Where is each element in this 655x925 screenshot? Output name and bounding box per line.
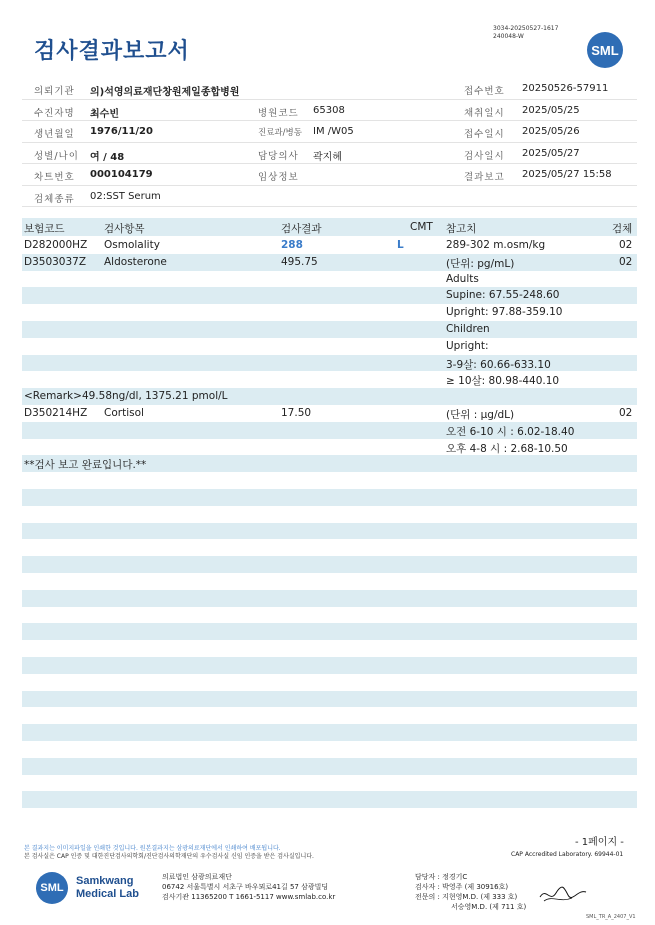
cell-ref: (단위 : μg/dL) xyxy=(446,408,515,421)
table-row xyxy=(22,556,637,573)
cell-ref: Adults xyxy=(446,272,479,285)
table-row xyxy=(22,741,637,758)
cell-item: Osmolality xyxy=(104,239,160,251)
table-row xyxy=(22,371,637,388)
table-row xyxy=(22,640,637,657)
cell-ref: 오전 6-10 시 : 6.02-18.40 xyxy=(446,425,575,438)
cell-item: Aldosterone xyxy=(104,255,167,268)
table-row xyxy=(22,237,637,254)
cell-code: D350214HZ xyxy=(24,406,88,419)
table-row xyxy=(22,707,637,724)
table-row xyxy=(22,573,637,590)
cell-code: D3503037Z xyxy=(24,255,87,268)
cell-item: Cortisol xyxy=(104,406,144,419)
cell-result: 288 xyxy=(281,239,303,251)
table-row xyxy=(22,338,637,355)
sml-logo: SML xyxy=(587,32,623,68)
table-row xyxy=(22,405,637,422)
table-row xyxy=(22,590,637,607)
cell-result: 17.50 xyxy=(281,406,312,419)
cell-ref: ≥ 10살: 80.98-440.10 xyxy=(446,375,560,388)
table-row xyxy=(22,304,637,321)
cell-ref: (단위: pg/mL) xyxy=(446,257,515,270)
table-row xyxy=(22,355,637,372)
staff-list: 담당자 : 정경기C 검사자 : 박영주 (제 30916호) 전문의 : 지현영M.D. (제 333 호) 서승영M.D. (제 711 호) xyxy=(415,873,527,911)
info-row: 의뢰기관 의)석영의료재단창원제일종합병원 접수번호 20250526-57911 xyxy=(22,78,637,100)
table-row xyxy=(22,775,637,792)
table-row xyxy=(22,724,637,741)
cell-ref: Upright: 97.88-359.10 xyxy=(446,306,563,319)
cell-ref: 오후 4-8 시 : 2.68-10.50 xyxy=(446,442,568,455)
table-row xyxy=(22,489,637,506)
table-row xyxy=(22,539,637,556)
page-title: 검사결과보고서 xyxy=(34,39,190,64)
table-row xyxy=(22,657,637,674)
form-code: SML_TR_A_2407_V1 xyxy=(586,914,636,920)
info-row: 생년월일 1976/11/20 진료과/병동 IM /W05 접수일시 2025/05/26 xyxy=(22,121,637,143)
cell-specimen: 02 xyxy=(619,255,633,268)
footer-note: 본 결과지는 이미지파일을 인쇄한 것입니다. 원본결과지는 삼광의료재단에서 인쇄하여 배포됩니다. xyxy=(24,845,281,852)
signature xyxy=(538,883,588,905)
table-row xyxy=(22,758,637,775)
remark-text: <Remark>49.58ng/dl, 1375.21 pmol/L xyxy=(24,390,228,403)
table-row xyxy=(22,623,637,640)
brand-logo xyxy=(36,872,139,904)
table-row xyxy=(22,791,637,808)
table-row xyxy=(22,321,637,338)
table-row xyxy=(22,287,637,304)
table-row xyxy=(22,691,637,708)
cell-ref: Children xyxy=(446,322,490,335)
cell-ref: Supine: 67.55-248.60 xyxy=(446,289,560,302)
cell-code: D282000HZ xyxy=(24,239,88,251)
sml-logo-circle: SML xyxy=(36,872,68,904)
brand-name: Samkwang Medical Lab xyxy=(76,875,139,900)
cell-ref: Upright: xyxy=(446,339,489,352)
info-row: 성별/나이 여 / 48 담당의사 곽지혜 검사일시 2025/05/27 xyxy=(22,143,637,165)
table-row xyxy=(22,607,637,624)
cell-result: 495.75 xyxy=(281,255,318,268)
table-row xyxy=(22,523,637,540)
patient-info-block xyxy=(22,78,637,207)
info-row: 수진자명 최수빈 병원코드 65308 채취일시 2025/05/25 xyxy=(22,100,637,122)
table-row xyxy=(22,674,637,691)
cell-ref: 3-9살: 60.66-633.10 xyxy=(446,358,551,371)
table-row xyxy=(22,455,637,472)
cell-ref: 289-302 m.osm/kg xyxy=(446,239,546,251)
info-row: 검체종류 02:SST Serum xyxy=(22,186,637,208)
table-row xyxy=(22,422,637,439)
results-table-header: 보험코드 검사항목 검사결과 CMT 참고치 검체 xyxy=(22,218,637,236)
remark-text: **검사 보고 완료입니다.** xyxy=(24,459,147,472)
cell-cmt: L xyxy=(397,239,404,251)
cell-specimen: 02 xyxy=(619,406,633,419)
document-id: 3034-20250527-1617 240048-W xyxy=(493,25,559,40)
table-row xyxy=(22,271,637,288)
table-row xyxy=(22,388,637,405)
table-row xyxy=(22,439,637,456)
results-table-body xyxy=(22,237,637,808)
page-number: - 1페이지 - xyxy=(575,837,624,848)
cap-accreditation: CAP Accredited Laboratory. 69944-01 xyxy=(511,851,624,858)
table-row xyxy=(22,254,637,271)
info-row: 차트번호 000104179 임상정보 결과보고 2025/05/27 15:58 xyxy=(22,164,637,186)
table-row xyxy=(22,506,637,523)
footer-note: 본 검사실은 CAP 인증 및 대한진단검사의학회/진단검사의학재단의 우수검사실 신임 인증을 받은 검사실입니다. xyxy=(24,853,314,860)
table-row xyxy=(22,472,637,489)
cell-specimen: 02 xyxy=(619,239,633,251)
lab-address: 의료법인 삼광의료재단 06742 서울특별시 서초구 바우뫼로41길 57 삼광빌딩 검사기관 11365200 T 1661-5117 www.smlab.co.kr xyxy=(162,873,336,901)
